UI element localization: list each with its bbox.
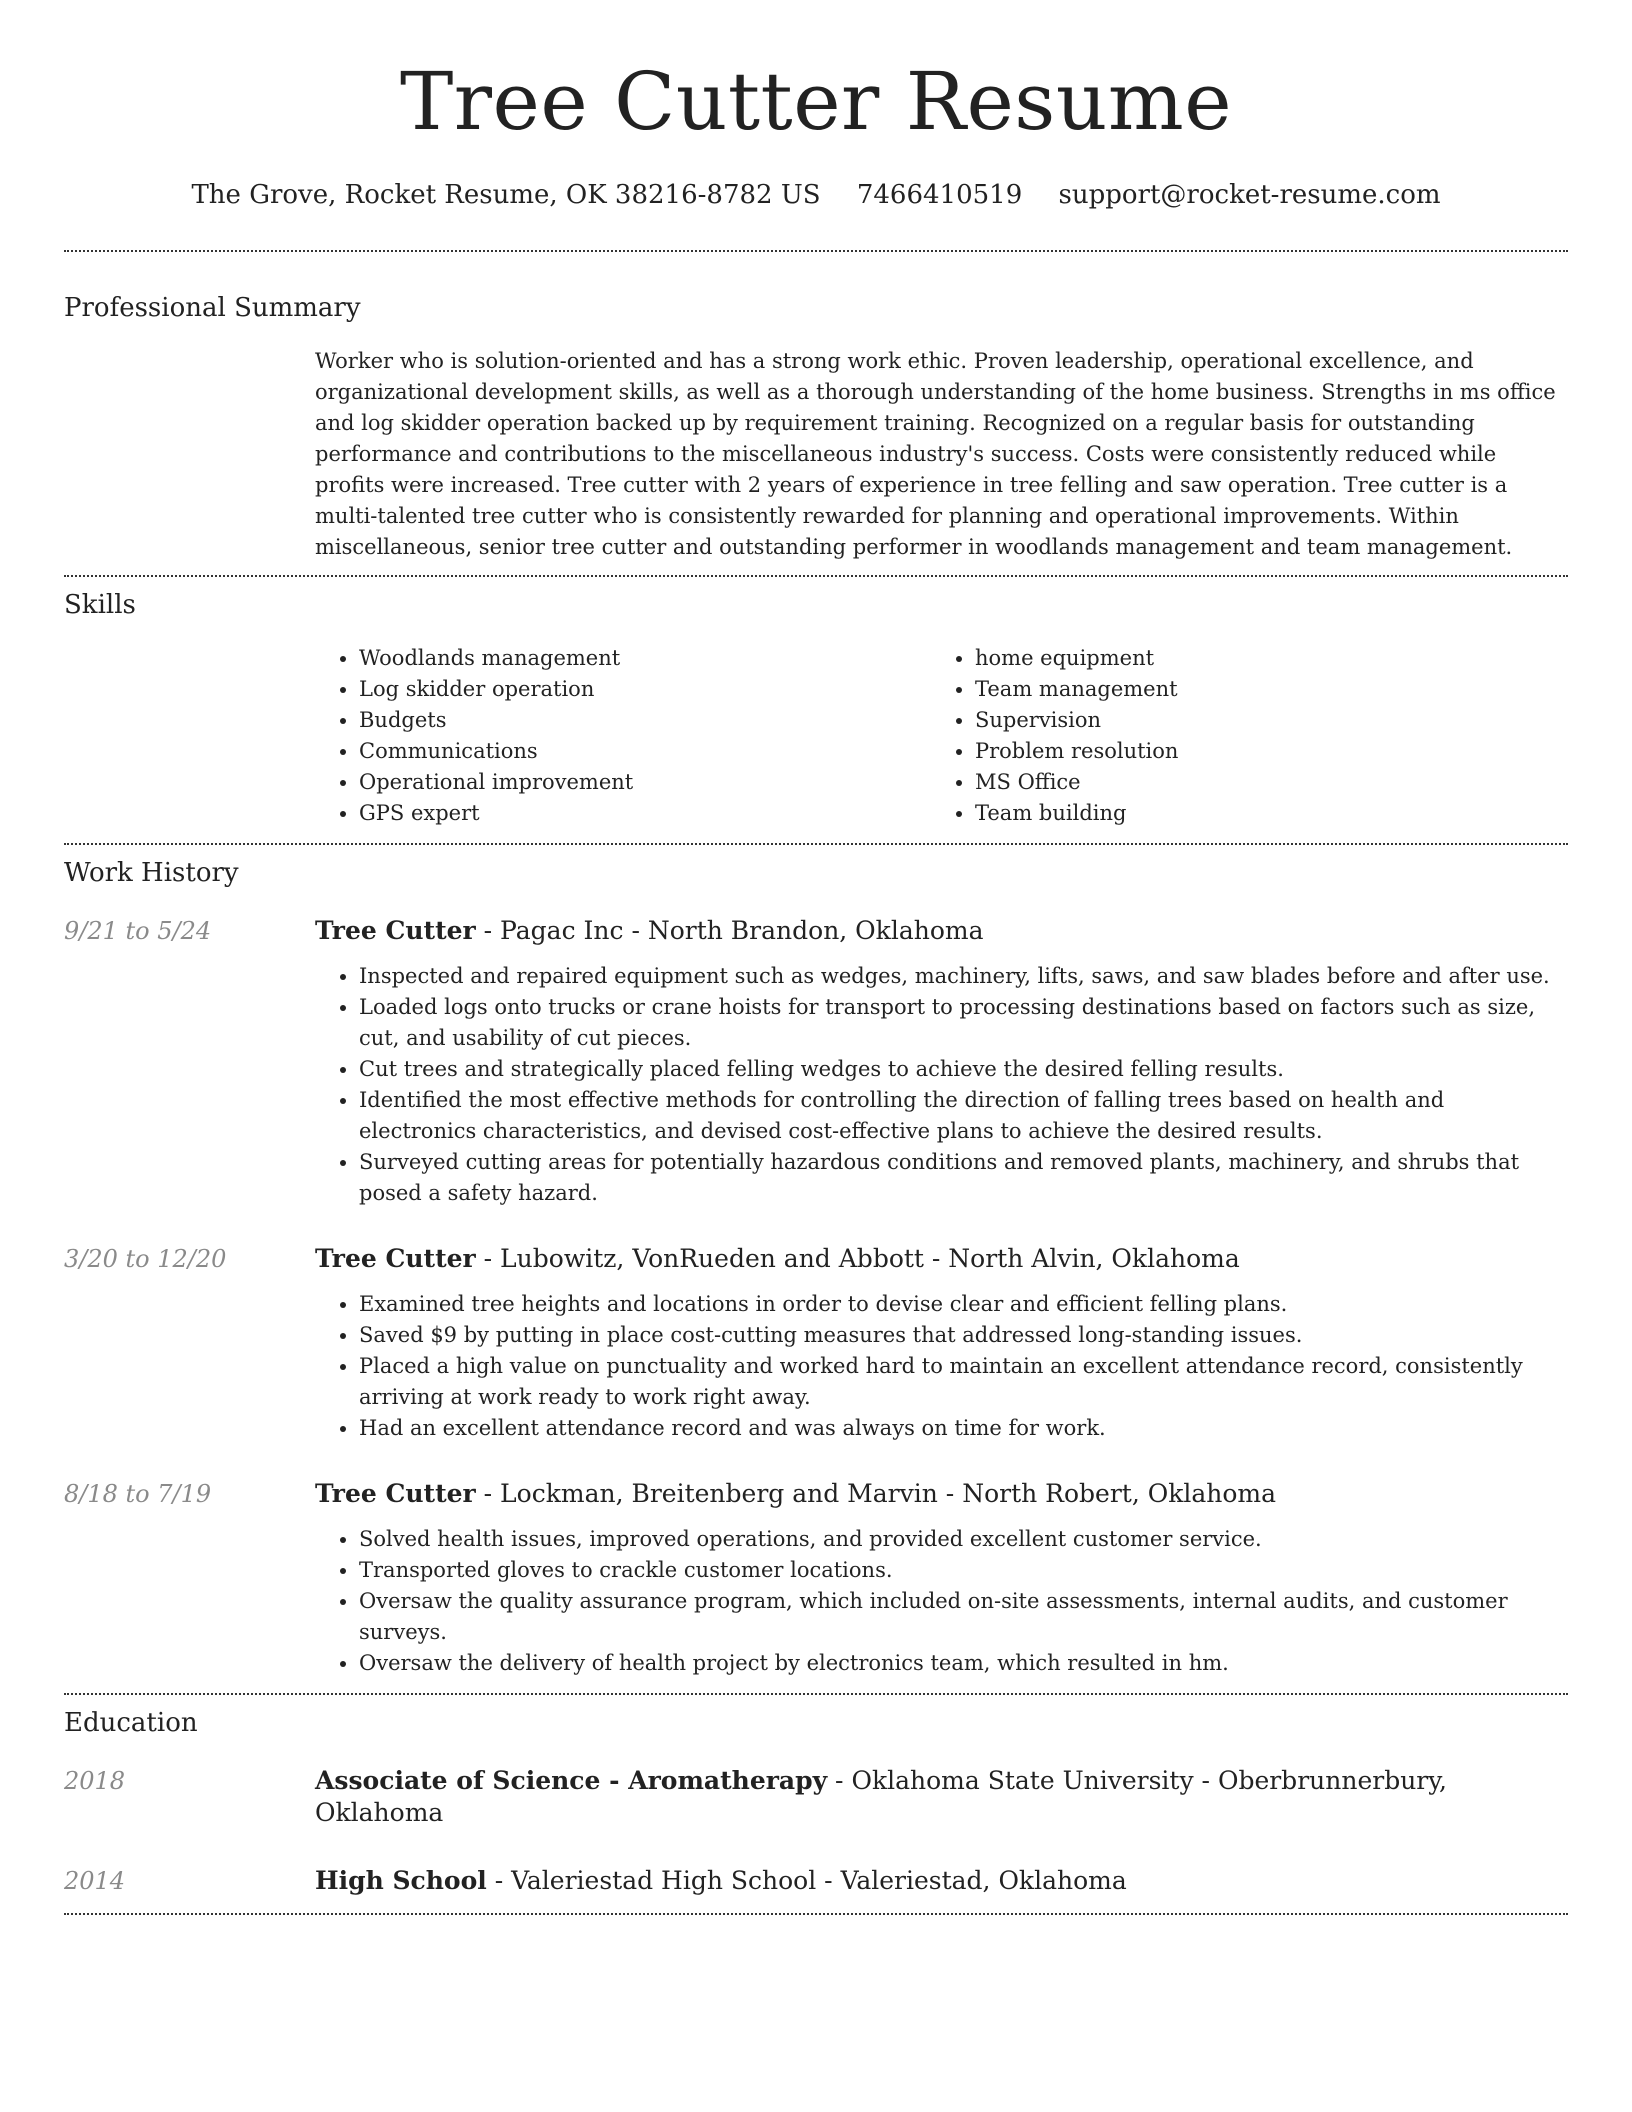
skills-section xyxy=(64,577,1568,843)
skill-item: • Operational improvement xyxy=(359,767,931,798)
job-dates: 3/20 to 12/20 xyxy=(64,1245,227,1273)
job-title xyxy=(315,1478,1568,1510)
summary-heading: Professional Summary xyxy=(64,293,361,323)
education-year: 2014 xyxy=(64,1867,126,1895)
job-bullet: • Solved health issues, improved operations, and provided excellent customer service. xyxy=(359,1524,1568,1555)
skills-heading: Skills xyxy=(64,590,136,620)
job-bullet: • Loaded logs onto trucks or crane hoists for transport to processing destinations based on factors such as size, cut, and usability of cut pieces. xyxy=(359,992,1568,1054)
skill-item: • Communications xyxy=(359,736,931,767)
job-bullet: • Identified the most effective methods for controlling the direction of falling trees based on health and electronics characteristics, and devised cost-effective plans to achieve the desired results. xyxy=(359,1085,1568,1147)
job-position: Tree Cutter xyxy=(315,1479,476,1508)
contact-line xyxy=(64,178,1568,212)
skill-item: • Woodlands management xyxy=(359,643,931,674)
job-bullet: • Oversaw the delivery of health project by electronics team, which resulted in hm. xyxy=(359,1648,1568,1679)
skill-item: • MS Office xyxy=(975,767,1547,798)
skill-item: • Log skidder operation xyxy=(359,674,931,705)
divider xyxy=(64,1913,1568,1915)
job-bullet: • Placed a high value on punctuality and worked hard to maintain an excellent attendance record, consistently arriving at work ready to work right away. xyxy=(359,1351,1568,1413)
education-year: 2018 xyxy=(64,1767,126,1795)
skills-grid xyxy=(315,643,1568,829)
job-bullets xyxy=(315,961,1568,1209)
education-details xyxy=(315,1765,1568,1829)
job-bullets xyxy=(315,1524,1568,1679)
job-bullet: • Transported gloves to crackle customer locations. xyxy=(359,1555,1568,1586)
job-dates: 8/18 to 7/19 xyxy=(64,1480,212,1508)
skill-item: • GPS expert xyxy=(359,798,931,829)
education-entry xyxy=(64,1865,1568,1897)
skill-item: • Team building xyxy=(975,798,1547,829)
education-section xyxy=(64,1695,1568,1913)
skill-item: • Team management xyxy=(975,674,1547,705)
skill-item: • Budgets xyxy=(359,705,931,736)
skill-item: • Supervision xyxy=(975,705,1547,736)
job-bullet: • Had an excellent attendance record and was always on time for work. xyxy=(359,1413,1568,1444)
job-dates: 9/21 to 5/24 xyxy=(64,917,212,945)
job-position: Tree Cutter xyxy=(315,916,476,945)
education-details xyxy=(315,1865,1127,1897)
skills-list-left xyxy=(315,643,931,829)
email: support@rocket-resume.com xyxy=(1058,180,1441,210)
job-bullet: • Examined tree heights and locations in order to devise clear and efficient felling plans. xyxy=(359,1289,1568,1320)
job-bullet: • Saved $9 by putting in place cost-cutting measures that addressed long-standing issues. xyxy=(359,1320,1568,1351)
education-heading: Education xyxy=(64,1708,198,1738)
job-bullet: • Surveyed cutting areas for potentially hazardous conditions and removed plants, machinery, and shrubs that posed a safety hazard. xyxy=(359,1147,1568,1209)
job-employer: - Lockman, Breitenberg and Marvin - North Robert, Oklahoma xyxy=(475,1479,1277,1508)
job-title xyxy=(315,1243,1568,1275)
summary-section xyxy=(64,252,1568,575)
job-bullet: • Inspected and repaired equipment such as wedges, machinery, lifts, saws, and saw blades before and after use. xyxy=(359,961,1568,992)
job-position: Tree Cutter xyxy=(315,1244,476,1273)
education-degree: High School xyxy=(315,1866,487,1895)
skill-item: • Problem resolution xyxy=(975,736,1547,767)
resume-title: Tree Cutter Resume xyxy=(399,55,1233,148)
education-school: - Oklahoma State University - Oberbrunnerbury, Oklahoma xyxy=(315,1766,1447,1827)
job-employer: - Lubowitz, VonRueden and Abbott - North Alvin, Oklahoma xyxy=(475,1244,1240,1273)
address: The Grove, Rocket Resume, OK 38216-8782 US xyxy=(191,180,821,210)
education-entry xyxy=(64,1765,1568,1829)
job-entry xyxy=(64,1243,1568,1444)
phone: 7466410519 xyxy=(856,180,1023,210)
skills-list-right xyxy=(931,643,1547,829)
skill-item: • home equipment xyxy=(975,643,1547,674)
job-employer: - Pagac Inc - North Brandon, Oklahoma xyxy=(475,916,984,945)
job-title xyxy=(315,915,1568,947)
job-bullet: • Oversaw the quality assurance program, which included on-site assessments, internal audits, and customer surveys. xyxy=(359,1586,1568,1648)
job-bullet: • Cut trees and strategically placed felling wedges to achieve the desired felling results. xyxy=(359,1054,1568,1085)
job-entry xyxy=(64,1478,1568,1679)
work-heading: Work History xyxy=(64,858,239,888)
summary-text: Worker who is solution-oriented and has a strong work ethic. Proven leadership, operational excellence, and organizational development skills, as well as a thorough understanding of the home business. Strengths in ms office and log skidder operation backed up by requirement training. Recognized on a regular basis for outstanding performance and contributions to the miscellaneous industry's success. Costs were consistently reduced while profits were increased. Tree cutter with 2 years of experience in tree felling and saw operation. Tree cutter is a multi-talented tree cutter who is consistently rewarded for planning and operational improvements. Within miscellaneous, senior tree cutter and outstanding performer in woodlands management and team management. xyxy=(315,349,1556,559)
work-section xyxy=(64,845,1568,1693)
job-bullets xyxy=(315,1289,1568,1444)
education-school: - Valeriestad High School - Valeriestad, Oklahoma xyxy=(486,1866,1127,1895)
education-degree: Associate of Science - Aromatherapy xyxy=(315,1766,828,1795)
job-entry xyxy=(64,915,1568,1209)
